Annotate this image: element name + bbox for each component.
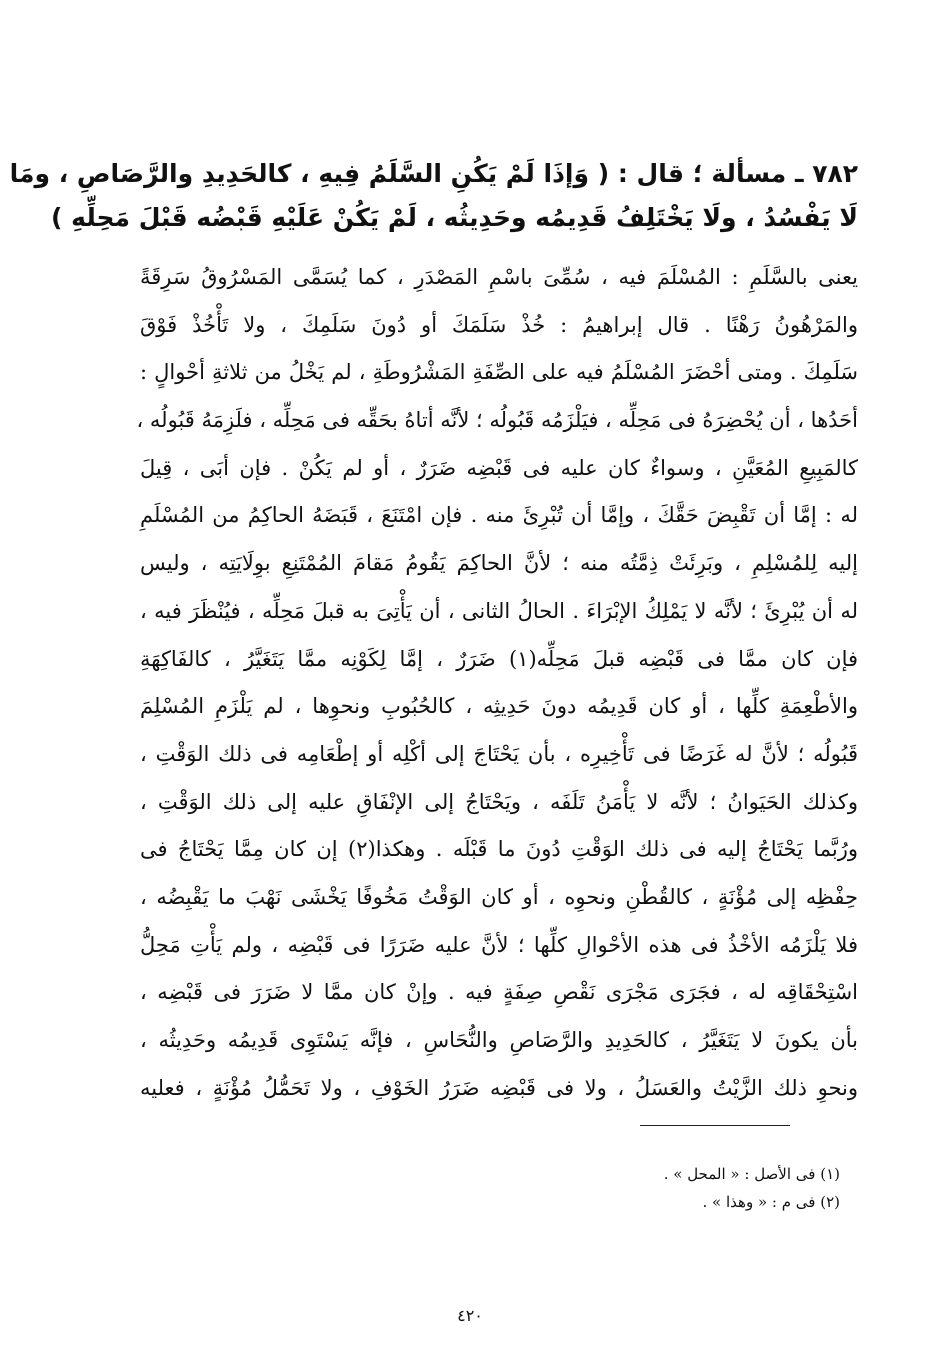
page-number: ٤٢٠ <box>457 1306 483 1325</box>
footnote-1: (١) فى الأصل : « المحل » . <box>663 1165 840 1183</box>
text-line: قَبُولُه ؛ لأنَّ له غَرَضًا فى تَأْخِيرِه ، بأن يَحْتَاجَ إلى أكْلِه أو إطْعَامِه فى ذلك الوَقْتِ ، <box>140 741 858 766</box>
footnote-divider <box>640 1125 790 1126</box>
text-line: والأطْعِمَةِ كلِّها ، أو كان قَدِيمُه دونَ حَدِيثِه ، كالحُبُوبِ ونحوِها ، لم يَلْزَمِ المُسْلِمَ <box>140 694 858 719</box>
text-line: اسْتِحْقَاقِه له ، فجَرَى مَجْرَى نَقْصِ صِفَةٍ فيه . وإنْ كان ممَّا لا ضَرَرَ فى قَبْضِه ، <box>140 980 858 1005</box>
text-line: له أن يُبْرِئَ ؛ لأنَّه لا يَمْلِكُ الإبْرَاءَ . الحالُ الثانى ، أن يَأْتِىَ به قبلَ مَحِلِّه ، فيُنْظَرَ فيه ، <box>140 598 858 623</box>
text-line: فإن كان ممَّا فى قَبْضِه قبلَ مَحِلِّه(١) ضَرَرٌ ، إمَّا لِكَوْنِه ممَّا يَتَغَيَّرُ ، كالفَاكِهَةِ <box>140 646 859 671</box>
text-line: بأن يكونَ لا يَتَغَيَّرُ ، كالحَدِيدِ والرَّصَاصِ والنُّحَاسِ ، فإنَّه يَسْتَوِى قَدِيمُه وحَدِيثُه ، <box>140 1028 858 1052</box>
text-line: كالمَبِيعِ المُعَيَّنِ ، وسواءٌ كان عليه فى قَبْضِه ضَرَرٌ ، أو لم يَكُنْ . فإن أبَى ، قِيلَ <box>140 455 858 480</box>
text-line: له : إمَّا أن تَقْبِضَ حَقَّكَ ، وإمَّا أن تُبْرِئَ منه . فإن امْتَنَعَ ، قَبَضَهُ الحاكِمُ من المُسْلَمِ <box>140 503 858 528</box>
heading-line: لَا يَفْسُدُ ، ولَا يَخْتَلِفُ قَدِيمُه وحَدِيثُه ، لَمْ يَكُنْ عَلَيْهِ قَبْضُه قَبْلَ مَحِلِّهِ ) <box>51 203 858 232</box>
text-line: والمَرْهُونُ رَهْنًا . قال إبراهيمُ : خُذْ سَلَمَكَ أو دُونَ سَلَمِكَ ، ولا تَأْخُذْ فَوْقَ <box>140 312 858 337</box>
text-line: يعنى بالسَّلَمِ : المُسْلَمَ فيه ، سُمِّىَ باسْمِ المَصْدَرِ ، كما يُسَمَّى المَسْرُوقُ سَرِقَةً <box>140 265 858 289</box>
issue-heading <box>9 152 858 240</box>
text-line: أحَدُها ، أن يُحْضِرَهُ فى مَحِلِّه ، فيَلْزَمُه قَبُولُه ؛ لأنَّه أتاهُ بحَقِّه فى مَحِلِّه ، فلَزِمَهُ قَبُولُه ، <box>136 408 858 433</box>
heading-line: ٧٨٢ ـ مسألة ؛ قال : ( وَإذَا لَمْ يَكُنِ السَّلَمُ فِيهِ ، كالحَدِيدِ والرَّصَاصِ ، ومَا <box>9 159 858 188</box>
footnotes <box>560 1160 840 1216</box>
text-line: حِفْظِه إلى مُؤْنَةٍ ، كالقُطْنِ ونحوِه ، أو كان الوَقْتُ مَخُوفًا يَخْشَى نَهْبَ ما يَقْبِضُه ، <box>140 884 858 909</box>
text-line: سَلَمِكَ . ومتى أحْضَرَ المُسْلَمُ فيه على الصِّفَةِ المَشْرُوطَةِ ، لم يَخْلُ من ثلاثةِ أحْوالٍ : <box>140 360 858 385</box>
text-line: فلا يَلْزَمُه الأخْذُ فى هذه الأحْوالِ كلِّها ؛ لأنَّ عليه ضَرَرًا فى قَبْضِه ، ولم يَأْتِ مَحِلُّ <box>140 932 858 957</box>
text-line: إليه لِلمُسْلِمِ ، وبَرِئَتْ ذِمَّتُه منه ؛ لأنَّ الحاكِمَ يَقُومُ مَقامَ المُمْتَنِعِ بوِلَايَتِه ، وليس <box>140 551 858 576</box>
text-line: ورُبَّما يَحْتَاجُ إليه فى ذلك الوَقْتِ دُونَ ما قَبْلَه . وهكذا(٢) إن كان مِمَّا يَحْتَاجُ فى <box>140 837 858 862</box>
body-text <box>136 254 859 1112</box>
text-line: وكذلك الحَيَوانُ ؛ لأنَّه لا يَأْمَنُ تَلَفَه ، ويَحْتَاجُ إلى الإنْفَاقِ عليه إلى ذلك الوَقْتِ ، <box>140 789 858 814</box>
text-line: ونحوِ ذلك الزَّيْتُ والعَسَلُ ، ولا فى قَبْضِه ضَرَرُ الخَوْفِ ، ولا تَحَمُّلُ مُؤْنَةٍ ، فعليه <box>140 1075 858 1100</box>
footnote-2: (٢) فى م : « وهذا » . <box>702 1193 840 1211</box>
